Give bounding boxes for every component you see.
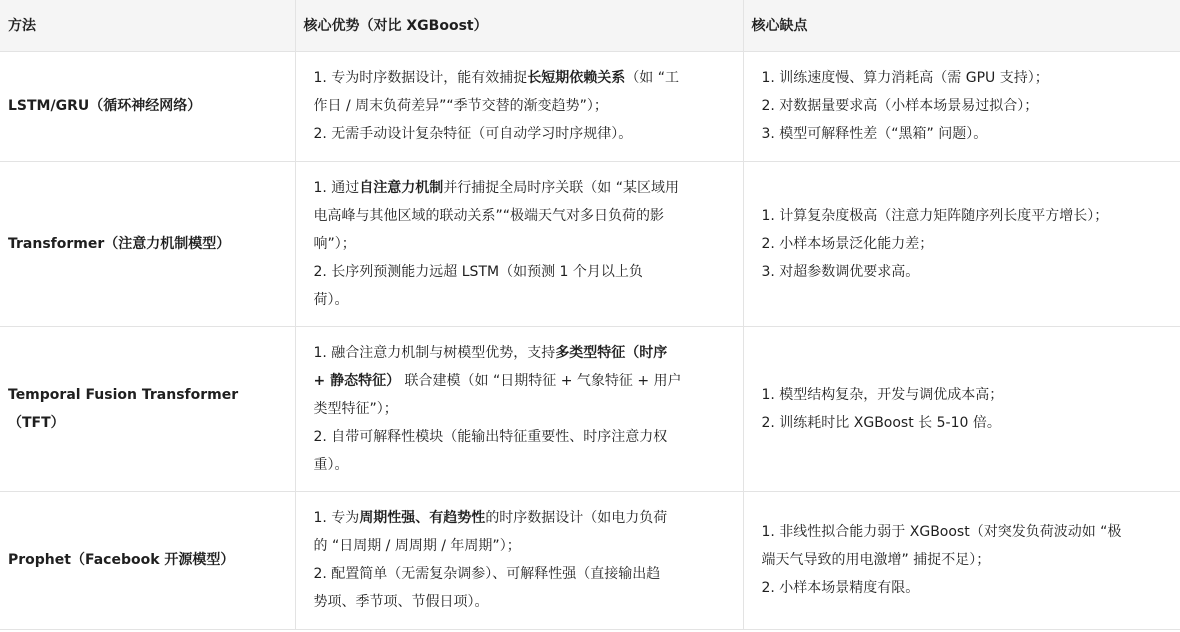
text-line: 2. 无需手动设计复杂特征（可自动学习时序规律）。 — [313, 126, 633, 142]
text-line: 3. 模型可解释性差（“黑箱” 问题）。 — [761, 126, 988, 142]
text-line: 1. 非线性拟合能力弱于 XGBoost（对突发负荷波动如 “极 — [761, 524, 1122, 540]
text-line: 2. 配置简单（无需复杂调参）、可解释性强（直接输出趋 — [313, 566, 661, 582]
text-line: 势项、季节项、节假日项）。 — [313, 594, 489, 610]
advantages-cell — [295, 326, 743, 491]
text-line: 作日 / 周末负荷差异”“季节交替的渐变趋势”）； — [313, 98, 608, 114]
advantages-cell — [295, 491, 743, 629]
text-line: 类型特征”）； — [313, 400, 398, 417]
table-row — [0, 326, 1180, 491]
method-cell: Temporal Fusion Transformer（TFT） — [0, 326, 295, 491]
text-line: 1. 模型结构复杂，开发与调优成本高； — [761, 386, 1004, 403]
text-line: 2. 训练耗时比 XGBoost 长 5-10 倍。 — [761, 414, 1001, 431]
text-line: 1. 融合注意力机制与树模型优势，支持多类型特征（时序 — [313, 344, 668, 361]
header-advantages: 核心优势（对比 XGBoost） — [295, 0, 743, 51]
text-line: 1. 通过自注意力机制并行捕捉全局时序关联（如 “某区域用 — [313, 179, 680, 196]
text-line: 的 “日周期 / 周周期 / 年周期”）； — [313, 538, 521, 554]
text-line: 1. 专为时序数据设计，能有效捕捉长短期依赖关系（如 “工 — [313, 70, 680, 86]
text-line: 2. 自带可解释性模块（能输出特征重要性、时序注意力权 — [313, 428, 668, 445]
table-row — [0, 491, 1180, 629]
advantages-cell — [295, 51, 743, 161]
method-cell: LSTM/GRU（循环神经网络） — [0, 51, 295, 161]
method-cell: Prophet（Facebook 开源模型） — [0, 491, 295, 629]
text-line: 2. 长序列预测能力远超 LSTM（如预测 1 个月以上负 — [313, 263, 643, 280]
method-cell: Transformer（注意力机制模型） — [0, 161, 295, 326]
text-line: 2. 小样本场景泛化能力差； — [761, 235, 934, 252]
text-line: 荷）。 — [313, 291, 349, 308]
text-line: 1. 计算复杂度极高（注意力矩阵随序列长度平方增长）； — [761, 207, 1109, 224]
text-line: 电高峰与其他区域的联动关系”“极端天气对多日负荷的影 — [313, 207, 665, 224]
text-line: 3. 对超参数调优要求高。 — [761, 263, 920, 280]
disadvantages-cell — [743, 51, 1180, 161]
header-method: 方法 — [0, 0, 295, 51]
text-line: 2. 对数据量要求高（小样本场景易过拟合）； — [761, 98, 1039, 114]
header-disadvantages: 核心缺点 — [743, 0, 1180, 51]
disadvantages-cell — [743, 326, 1180, 491]
text-line: 1. 训练速度慢、算力消耗高（需 GPU 支持）； — [761, 70, 1049, 86]
text-line: 2. 小样本场景精度有限。 — [761, 580, 920, 596]
text-line: 端天气导致的用电激增” 捕捉不足）； — [761, 552, 991, 568]
disadvantages-cell — [743, 161, 1180, 326]
table-header-row — [0, 0, 1180, 51]
text-line: + 静态特征） 联合建模（如 “日期特征 + 气象特征 + 用户 — [313, 372, 682, 389]
disadvantages-cell — [743, 491, 1180, 629]
text-line: 1. 专为周期性强、有趋势性的时序数据设计（如电力负荷 — [313, 510, 668, 526]
text-line: 重）。 — [313, 456, 349, 473]
table-row — [0, 161, 1180, 326]
text-line: 响”）； — [313, 235, 356, 252]
advantages-cell — [295, 161, 743, 326]
table-row — [0, 51, 1180, 161]
